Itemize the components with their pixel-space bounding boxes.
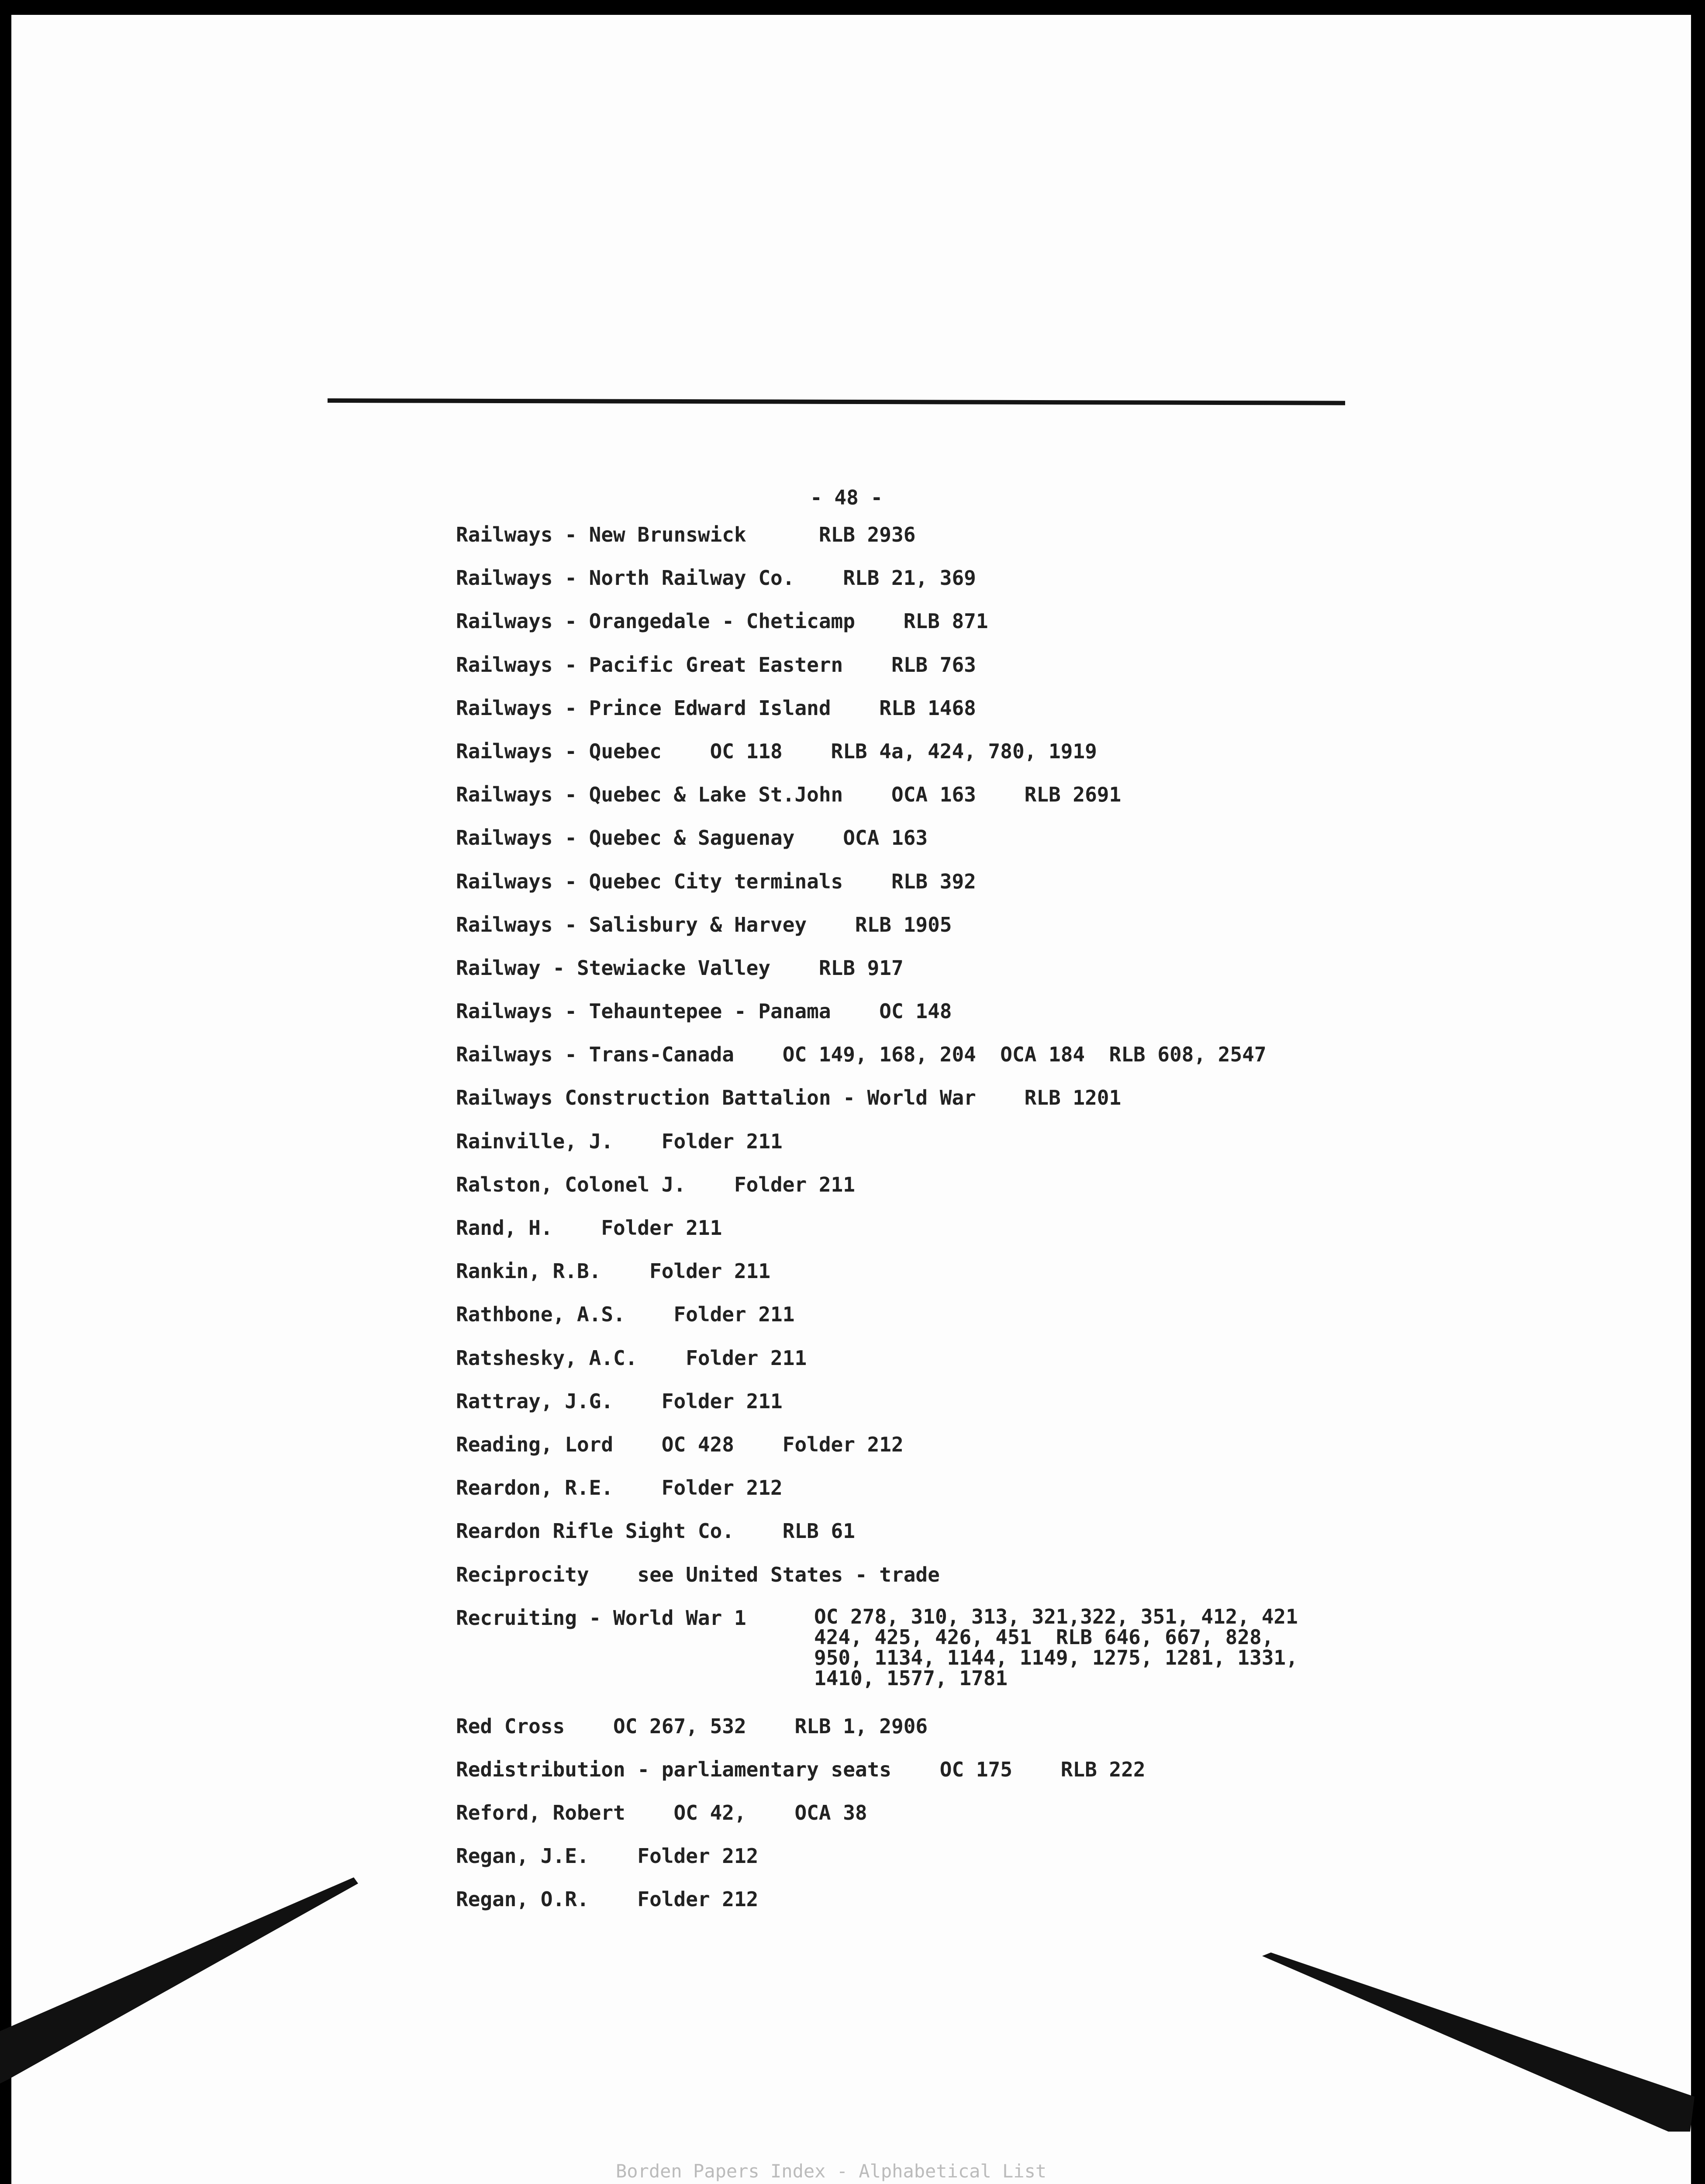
entry-subject: Reardon, R.E. Folder 212: [456, 1476, 783, 1500]
entry-subject: Railways - North Railway Co. RLB 21, 369: [456, 566, 976, 590]
entry-subject: Reciprocity see United States - trade: [456, 1562, 940, 1586]
left-pin: [0, 1877, 358, 2084]
entry-subject: Railway - Stewiacke Valley RLB 917: [456, 956, 904, 980]
entry-subject: Railways - Quebec City terminals RLB 392: [456, 869, 976, 893]
entry-subject: Railways - New Brunswick RLB 2936: [456, 523, 916, 546]
entry-subject: Railways Construction Battalion - World War RLB 1201: [456, 1086, 1122, 1110]
entry-subject: Railways - Quebec OC 118 RLB 4a, 424, 780, 1919: [456, 739, 1097, 763]
entry-subject: Rankin, R.B. Folder 211: [456, 1259, 771, 1283]
entry-subject: Regan, O.R. Folder 212: [456, 1887, 759, 1911]
entry-subject: Railways - Orangedale - Cheticamp RLB 871: [456, 609, 988, 633]
entry-subject: Reading, Lord OC 428 Folder 212: [456, 1432, 904, 1456]
entry-subject: Rathbone, A.S. Folder 211: [456, 1303, 795, 1327]
entry-subject: Regan, J.E. Folder 212: [456, 1844, 759, 1868]
faint-footer-text: Borden Papers Index - Alphabetical List: [616, 2160, 1047, 2182]
entry-references: OC 278, 310, 313, 321,322, 351, 412, 421 424, 425, 426, 451 RLB 646, 667, 828, 950, 1134, 1144, 1149, 1275, 1281, 1331, 1410, 1577, 1781: [814, 1604, 1298, 1690]
entry-subject: Ratshesky, A.C. Folder 211: [456, 1346, 807, 1370]
entry-subject: Railways - Prince Edward Island RLB 1468: [456, 696, 976, 720]
entry-subject: Reford, Robert OC 42, OCA 38: [456, 1801, 867, 1825]
entry-subject: Railways - Trans-Canada OC 149, 168, 204 OCA 184 RLB 608, 2547: [456, 1043, 1267, 1067]
entry-subject: Rainville, J. Folder 211: [456, 1129, 783, 1153]
entry-subject: Railways - Salisbury & Harvey RLB 1905: [456, 912, 952, 936]
entry-subject: Red Cross OC 267, 532 RLB 1, 2906: [456, 1714, 928, 1738]
entry-subject: Railways - Tehauntepee - Panama OC 148: [456, 999, 952, 1023]
entry-subject: Recruiting - World War 1: [456, 1606, 746, 1630]
entry-subject: Railways - Quebec & Lake St.John OCA 163 RLB 2691: [456, 783, 1122, 807]
entry-subject: Redistribution - parliamentary seats OC 175 RLB 222: [456, 1757, 1146, 1781]
entry-subject: Railways - Pacific Great Eastern RLB 763: [456, 653, 976, 677]
entry-subject: Ralston, Colonel J. Folder 211: [456, 1172, 855, 1196]
right-pin: [1262, 1952, 1695, 2132]
entry-subject: Reardon Rifle Sight Co. RLB 61: [456, 1519, 855, 1543]
entry-subject: Rattray, J.G. Folder 211: [456, 1389, 783, 1413]
entry-subject: Railways - Quebec & Saguenay OCA 163: [456, 826, 928, 850]
entry-subject: Rand, H. Folder 211: [456, 1216, 722, 1240]
page-number: - 48 -: [810, 486, 883, 509]
